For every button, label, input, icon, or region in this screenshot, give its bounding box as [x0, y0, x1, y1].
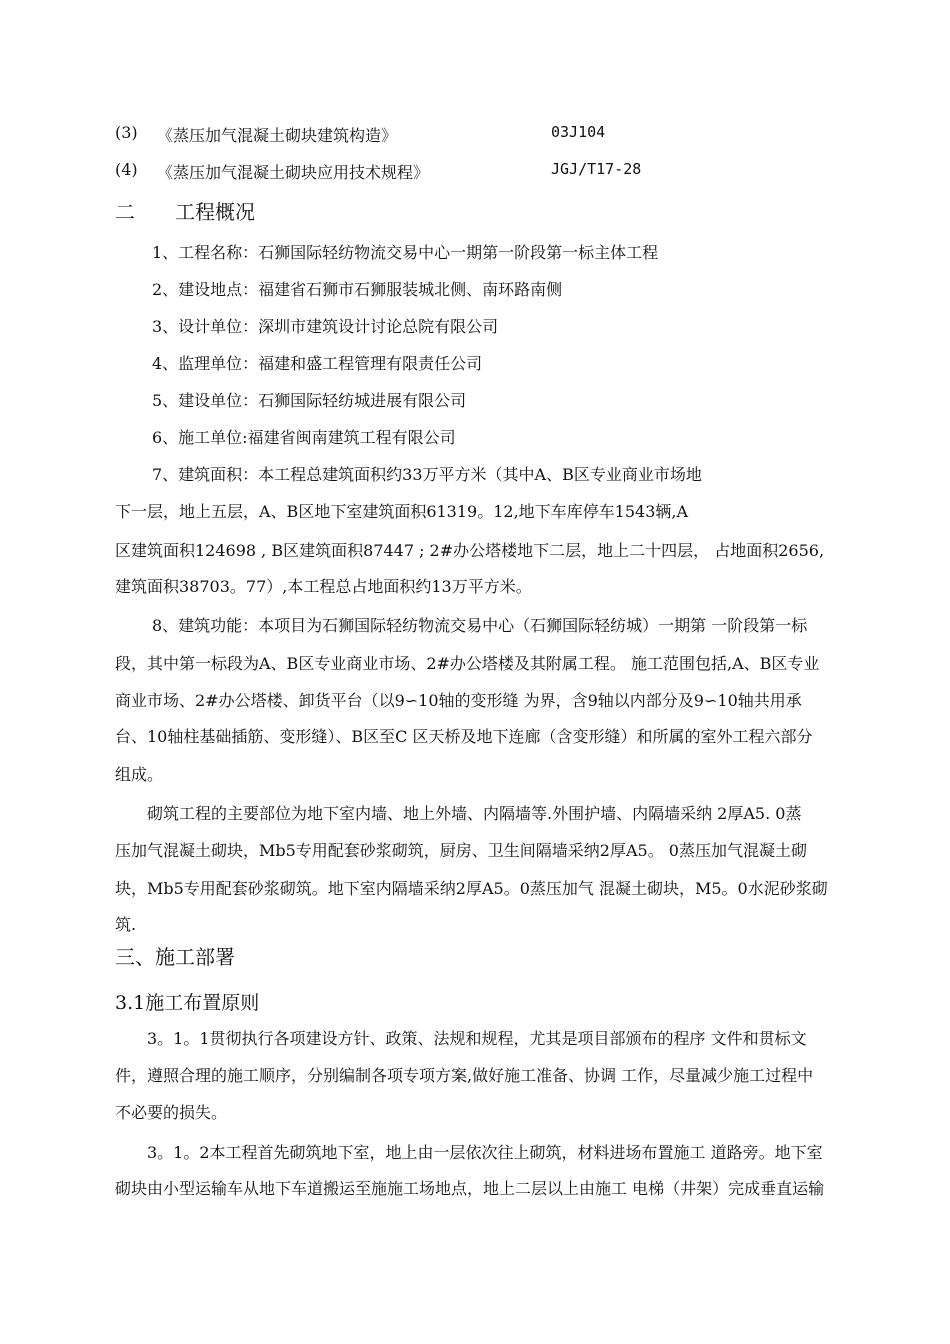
paragraph-line: 块，Mb5专用配套砂浆砌筑。地下室内隔墙采纳2厚A5。0蒸压加气 混凝土砌块，M5。0水泥砂浆砌 [115, 879, 828, 898]
reference-code: JGJ/T17-28 [551, 160, 642, 178]
project-info-item: 6、施工单位:福建省闽南建筑工程有限公司 [152, 428, 456, 447]
paragraph-line: 区建筑面积124698 , B区建筑面积87447 ; 2#办公塔楼地下二层，地上二十四层， 占地面积2656, [115, 541, 825, 560]
subsection-heading: 3.1施工布置原则 [115, 992, 260, 1014]
project-info-item: 4、监理单位：福建和盛工程管理有限责任公司 [152, 354, 483, 373]
section-heading: 二 工程概况 [115, 200, 255, 224]
paragraph-line: 段，其中第一标段为A、B区专业商业市场、2#办公塔楼及其附属工程。 施工范围包括,A、B区专业 [115, 654, 820, 673]
paragraph-line: 不必要的损失。 [115, 1103, 228, 1122]
reference-number: (4) [115, 160, 138, 179]
reference-title: 《蒸压加气混凝土砌块应用技术规程》 [157, 163, 430, 182]
paragraph-line: 砌块由小型运输车从地下车道搬运至施施工场地点，地上二层以上由施工 电梯（井架）完成垂直运输 [115, 1179, 825, 1198]
project-info-item: 3、设计单位：深圳市建筑设计讨论总院有限公司 [152, 317, 499, 336]
reference-title: 《蒸压加气混凝土砌块建筑构造》 [157, 126, 398, 145]
paragraph-line: 筑. [115, 915, 137, 934]
paragraph-line: 压加气混凝土砌块，Mb5专用配套砂浆砌筑，厨房、卫生间隔墙采纳2厚A5。 0蒸压加气混凝土砌 [115, 841, 807, 860]
reference-number: (3) [115, 123, 138, 142]
paragraph-line: 件，遵照合理的施工顺序，分别编制各项专项方案,做好施工准备、协调 工作，尽量减少施工过程中 [115, 1066, 814, 1085]
paragraph-line: 3。1。1贯彻执行各项建设方针、政策、法规和规程，尤其是项目部颁布的程序 文件和贯标文 [147, 1029, 807, 1048]
paragraph-line: 砌筑工程的主要部位为地下室内墙、地上外墙、内隔墙等.外围护墙、内隔墙采纳 2厚A5. 0蒸 [147, 804, 802, 823]
project-info-item: 5、建设单位：石狮国际轻纺城进展有限公司 [152, 391, 467, 410]
paragraph-line: 建筑面积38703。77）,本工程总占地面积约13万平方米。 [115, 577, 532, 596]
paragraph-line: 3。1。2本工程首先砌筑地下室，地上由一层依次往上砌筑，材料进场布置施工 道路旁。地下室 [147, 1143, 823, 1162]
paragraph-line: 8、建筑功能：本项目为石狮国际轻纺物流交易中心（石狮国际轻纺城）一期第 一阶段第一标 [152, 616, 808, 635]
project-info-item: 2、建设地点：福建省石狮市石狮服装城北侧、南环路南侧 [152, 280, 563, 299]
paragraph-line: 商业市场、2#办公塔楼、卸货平台（以9∽10轴的变形缝 为界，含9轴以内部分及9∽10轴共用承 [115, 691, 802, 710]
paragraph-line: 下一层，地上五层，A、B区地下室建筑面积61319。12,地下车库停车1543辆,A [115, 502, 689, 521]
reference-code: 03J104 [551, 123, 606, 141]
paragraph-line: 组成。 [115, 765, 164, 784]
section-heading: 三、施工部署 [115, 945, 235, 969]
paragraph-line: 7、建筑面积：本工程总建筑面积约33万平方米（其中A、B区专业商业市场地 [152, 465, 702, 484]
project-info-item: 1、工程名称：石狮国际轻纺物流交易中心一期第一阶段第一标主体工程 [152, 243, 659, 262]
paragraph-line: 台、10轴柱基础插筋、变形缝）、B区至C 区天桥及地下连廊（含变形缝）和所属的室外工程六部分 [115, 727, 813, 746]
